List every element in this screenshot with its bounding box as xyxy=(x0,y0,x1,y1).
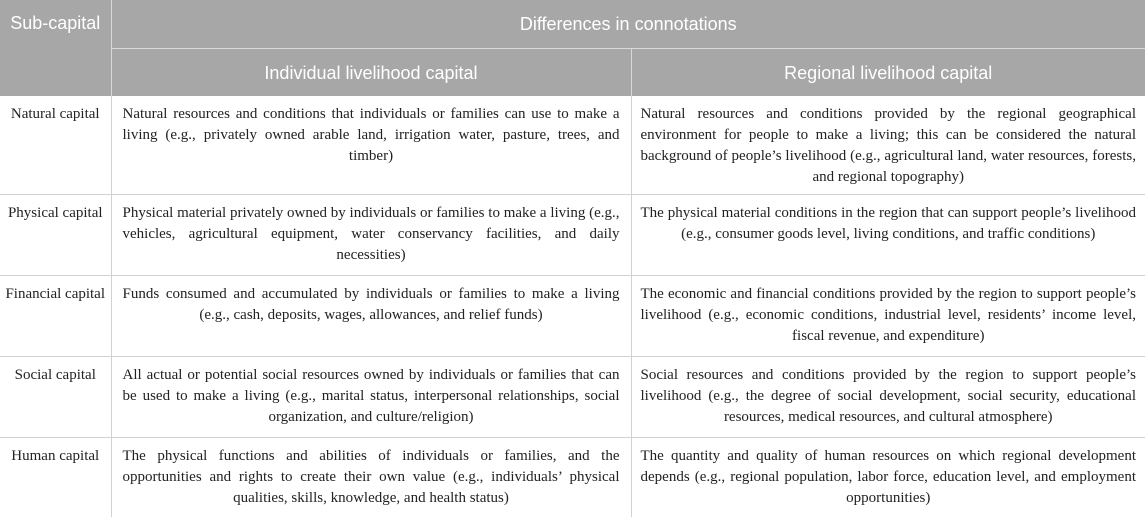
individual-cell: All actual or potential social resources owned by individuals or families that can be used to make a living (e.g., marital status, interpersonal relationships, social organization, and culture/religion) xyxy=(111,357,631,438)
row-label: Social capital xyxy=(0,357,111,438)
regional-capital-header: Regional livelihood capital xyxy=(631,49,1145,97)
header-row-top xyxy=(0,0,1145,49)
individual-cell: Natural resources and conditions that individuals or families can use to make a living (e.g., privately owned arable land, irrigation water, pasture, trees, and timber) xyxy=(111,96,631,195)
differences-header: Differences in connotations xyxy=(111,0,1145,49)
table-body xyxy=(0,96,1145,517)
table-row xyxy=(0,357,1145,438)
regional-cell: The economic and financial conditions provided by the region to support people’s livelihood (e.g., economic conditions, industrial level, residents’ income level, fiscal revenue, and expenditure) xyxy=(631,276,1145,357)
regional-cell: Social resources and conditions provided by the region to support people’s livelihood (e.g., the degree of social development, social security, educational resources, medical resources, and cultural atmosphere) xyxy=(631,357,1145,438)
row-label: Financial capital xyxy=(0,276,111,357)
individual-cell: Funds consumed and accumulated by individuals or families to make a living (e.g., cash, deposits, wages, allowances, and relief funds) xyxy=(111,276,631,357)
individual-cell: The physical functions and abilities of individuals or families, and the opportunities and rights to create their own value (e.g., individuals’ physical qualities, skills, knowledge, and health status) xyxy=(111,438,631,517)
table-row xyxy=(0,195,1145,276)
table-row xyxy=(0,96,1145,195)
row-label: Human capital xyxy=(0,438,111,517)
row-label: Natural capital xyxy=(0,96,111,195)
table-header xyxy=(0,0,1145,96)
individual-cell: Physical material privately owned by individuals or families to make a living (e.g., vehicles, agricultural equipment, water conservancy facilities, and daily necessities) xyxy=(111,195,631,276)
table-row xyxy=(0,276,1145,357)
row-label: Physical capital xyxy=(0,195,111,276)
regional-cell: The quantity and quality of human resources on which regional development depends (e.g., regional population, labor force, education level, and employment opportunities) xyxy=(631,438,1145,517)
regional-cell: The physical material conditions in the region that can support people’s livelihood (e.g., consumer goods level, living conditions, and traffic conditions) xyxy=(631,195,1145,276)
individual-capital-header: Individual livelihood capital xyxy=(111,49,631,97)
table-row xyxy=(0,438,1145,517)
regional-cell: Natural resources and conditions provided by the regional geographical environment for people to make a living; this can be considered the natural background of people’s livelihood (e.g., agricultural land, water resources, forests, and regional topography) xyxy=(631,96,1145,195)
header-row-sub xyxy=(0,49,1145,97)
sub-capital-header: Sub-capital xyxy=(0,0,111,96)
